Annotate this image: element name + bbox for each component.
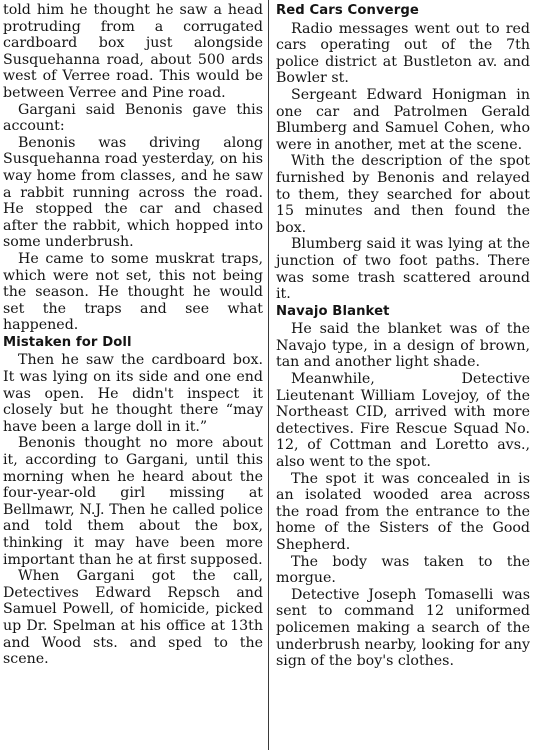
paragraph: Radio messages went out to red cars operating out of the 7th police district at Bustleton av. and Bowler st. [276, 20, 530, 87]
paragraph: Sergeant Edward Honigman in one car and Patrolmen Gerald Blumberg and Samuel Cohen, who were in another, met at the scene. [276, 86, 530, 153]
subheading-red-cars-converge: Red Cars Converge [276, 3, 419, 18]
paragraph: He said the blanket was of the Navajo type, in a design of brown, tan and another light shade. [276, 321, 530, 371]
paragraph: He came to some muskrat traps, which were not set, this not being the season. He thought he would set the traps and see what happened. [3, 250, 263, 334]
paragraph: Benonis was driving along Susquehanna road yesterday, on his way home from classes, and he saw a rabbit running across the road. He stopped the car and chased after the rabbit, which hopped into some underbrush. [3, 134, 263, 251]
paragraph: When Gargani got the call, Detectives Edward Repsch and Samuel Powell, of homicide, picked up Dr. Spelman at his office at 13th and Wood sts. and sped to the scene. [3, 568, 263, 668]
subheading-mistaken-for-doll: Mistaken for Doll [3, 334, 132, 350]
paragraph: Benonis thought no more about it, according to Gargani, until this morning when he heard about the four-year-old girl missing at Bellmawr, N.J. Then he called police and told them about the box, thinking it may have been more important than he at first supposed. [3, 435, 263, 568]
column-divider [268, 0, 269, 750]
paragraph: The body was taken to the morgue. [276, 553, 530, 587]
paragraph: The spot it was concealed in is an isolated wooded area across the road from the entrance to the home of the Sisters of the Good Shepherd. [276, 470, 530, 553]
paragraph: Then he saw the cardboard box. It was lying on its side and one end was open. He didn't inspect it closely but he thought there “may have been a large doll in it.” [3, 352, 263, 435]
paragraph: told him he thought he saw a head protruding from a corrugated cardboard box just alongside Susquehanna road, about 500 ards west of Verree road. This would be between Verree and Pine road. [3, 2, 263, 101]
paragraph: Gargani said Benonis gave this account: [3, 101, 263, 135]
paragraph: Detective Joseph Tomaselli was sent to command 12 uniformed policemen making a search of the underbrush nearby, looking for any sign of the boy's clothes. [276, 586, 530, 670]
left-column [3, 2, 263, 668]
subheading-navajo-blanket: Navajo Blanket [276, 303, 390, 319]
paragraph: Blumberg said it was lying at the junction of two foot paths. There was some trash scattered around it. [276, 236, 530, 303]
paragraph: With the description of the spot furnished by Benonis and relayed to them, they searched for about 15 minutes and then found the box. [276, 153, 530, 236]
right-column [276, 2, 530, 670]
paragraph: Meanwhile, Detective Lieutenant William Lovejoy, of the Northeast CID, arrived with more detectives. Fire Rescue Squad No. 12, of Cottman and Loretto avs., also went to the spot. [276, 371, 530, 471]
